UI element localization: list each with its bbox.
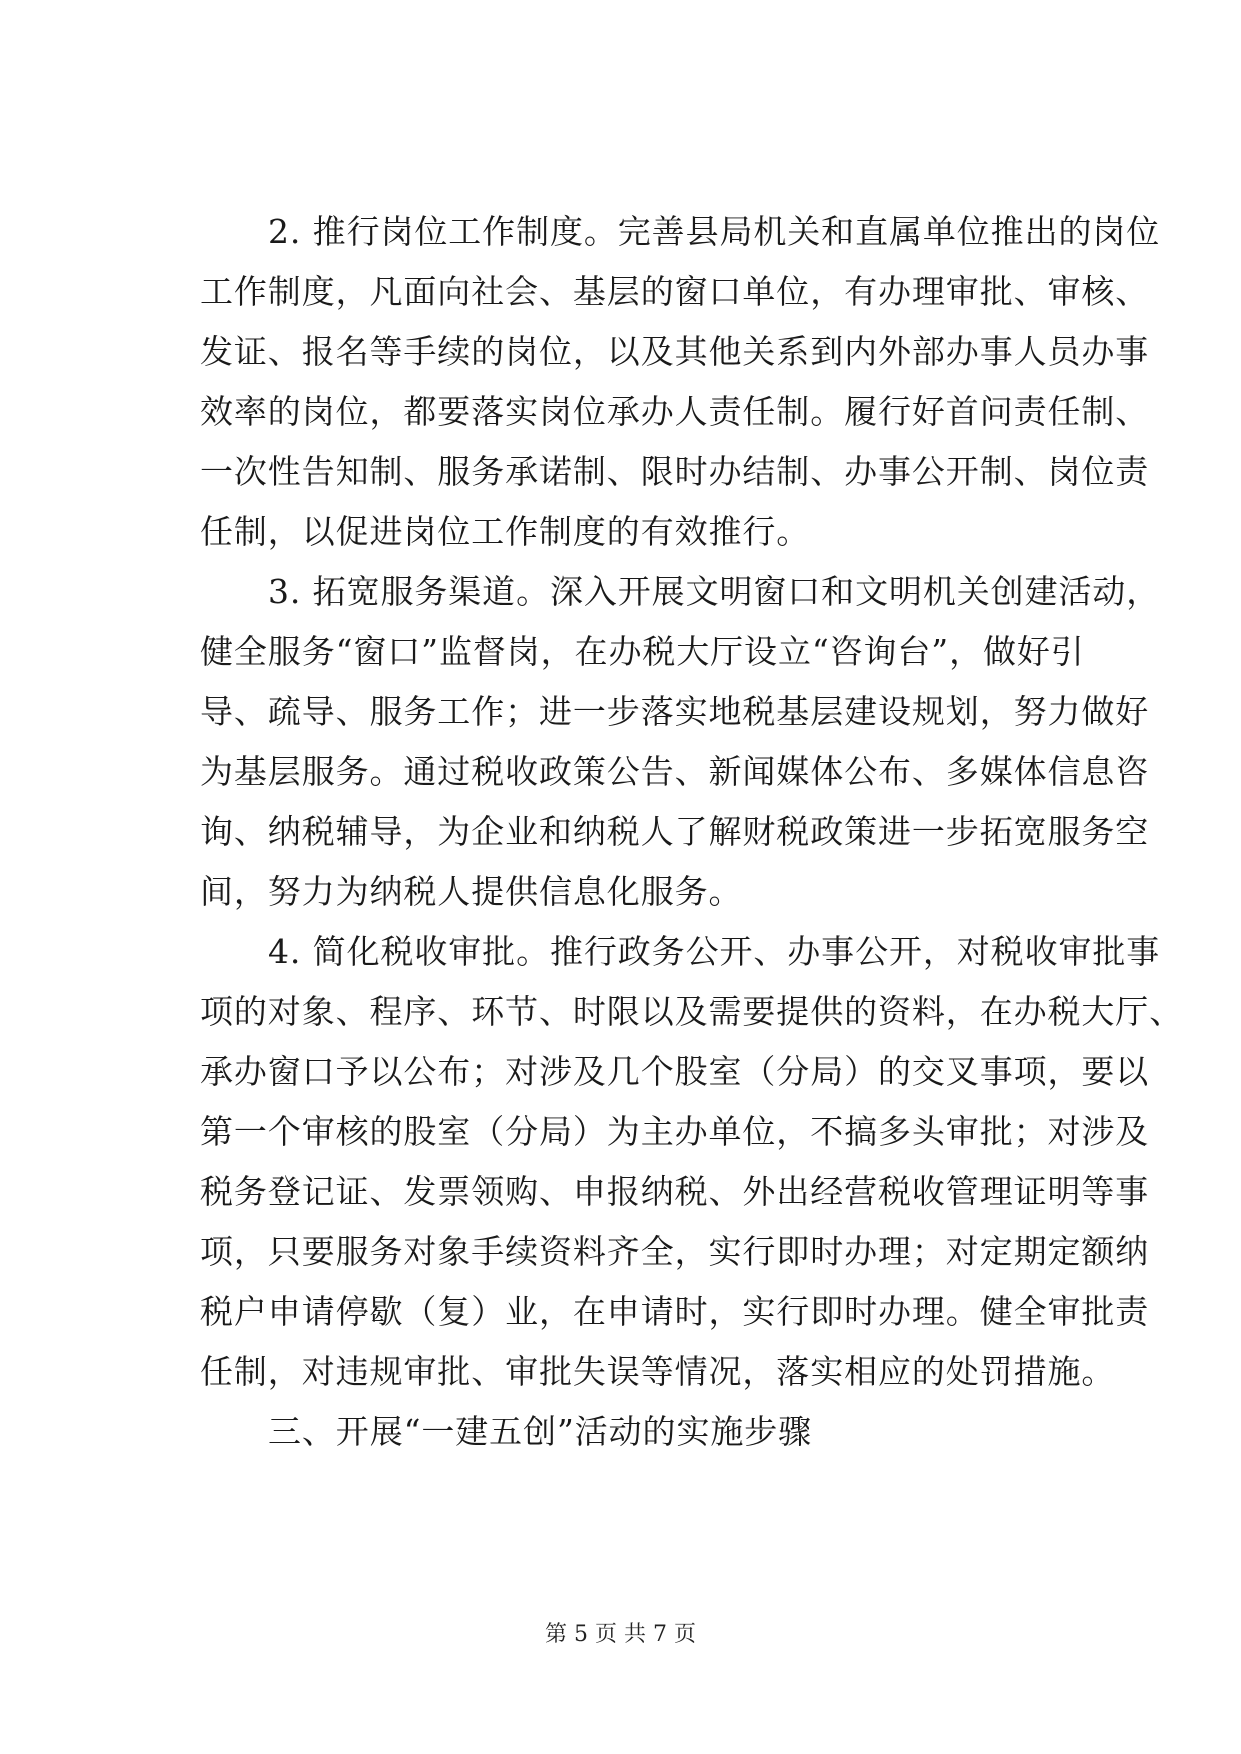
paragraph-2-line-4: 效率的岗位，都要落实岗位承办人责任制。履行好首问责任制、 [200, 392, 1150, 431]
paragraph-4-line-4: 第一个审核的股室（分局）为主办单位，不搞多头审批；对涉及 [200, 1112, 1150, 1151]
paragraph-3-line-6: 间，努力为纳税人提供信息化服务。 [200, 872, 743, 911]
paragraph-3-line-4: 为基层服务。通过税收政策公告、新闻媒体公布、多媒体信息咨 [200, 752, 1150, 791]
paragraph-4-line-7: 税户申请停歇（复）业，在申请时，实行即时办理。健全审批责 [200, 1292, 1150, 1331]
paragraph-2-line-1: 2. 推行岗位工作制度。完善县局机关和直属单位推出的岗位 [268, 212, 1161, 251]
paragraph-3-line-2: 健全服务“窗口”监督岗，在办税大厅设立“咨询台”，做好引 [200, 632, 1085, 671]
paragraph-3-line-1: 3. 拓宽服务渠道。深入开展文明窗口和文明机关创建活动， [268, 572, 1161, 611]
paragraph-4-line-1: 4. 简化税收审批。推行政务公开、办事公开，对税收审批事 [268, 932, 1161, 971]
paragraph-4-line-3: 承办窗口予以公布；对涉及几个股室（分局）的交叉事项，要以 [200, 1052, 1150, 1091]
paragraph-2-line-2: 工作制度，凡面向社会、基层的窗口单位，有办理审批、审核、 [200, 272, 1150, 311]
page-number-footer: 第 5 页 共 7 页 [545, 1622, 696, 1647]
section-3-heading: 三、开展“一建五创”活动的实施步骤 [268, 1412, 813, 1451]
paragraph-4-line-6: 项，只要服务对象手续资料齐全，实行即时办理；对定期定额纳 [200, 1232, 1150, 1271]
paragraph-3-line-5: 询、纳税辅导，为企业和纳税人了解财税政策进一步拓宽服务空 [200, 812, 1150, 851]
paragraph-4-line-2: 项的对象、程序、环节、时限以及需要提供的资料，在办税大厅、 [200, 992, 1184, 1031]
paragraph-2-line-6: 任制，以促进岗位工作制度的有效推行。 [200, 512, 811, 551]
paragraph-3-line-3: 导、疏导、服务工作；进一步落实地税基层建设规划，努力做好 [200, 692, 1150, 731]
paragraph-4-line-8: 任制，对违规审批、审批失误等情况，落实相应的处罚措施。 [200, 1352, 1116, 1391]
paragraph-2-line-5: 一次性告知制、服务承诺制、限时办结制、办事公开制、岗位责 [200, 452, 1150, 491]
paragraph-2-line-3: 发证、报名等手续的岗位，以及其他关系到内外部办事人员办事 [200, 332, 1150, 371]
document-body [200, 202, 1184, 1462]
paragraph-4-line-5: 税务登记证、发票领购、申报纳税、外出经营税收管理证明等事 [200, 1172, 1150, 1211]
